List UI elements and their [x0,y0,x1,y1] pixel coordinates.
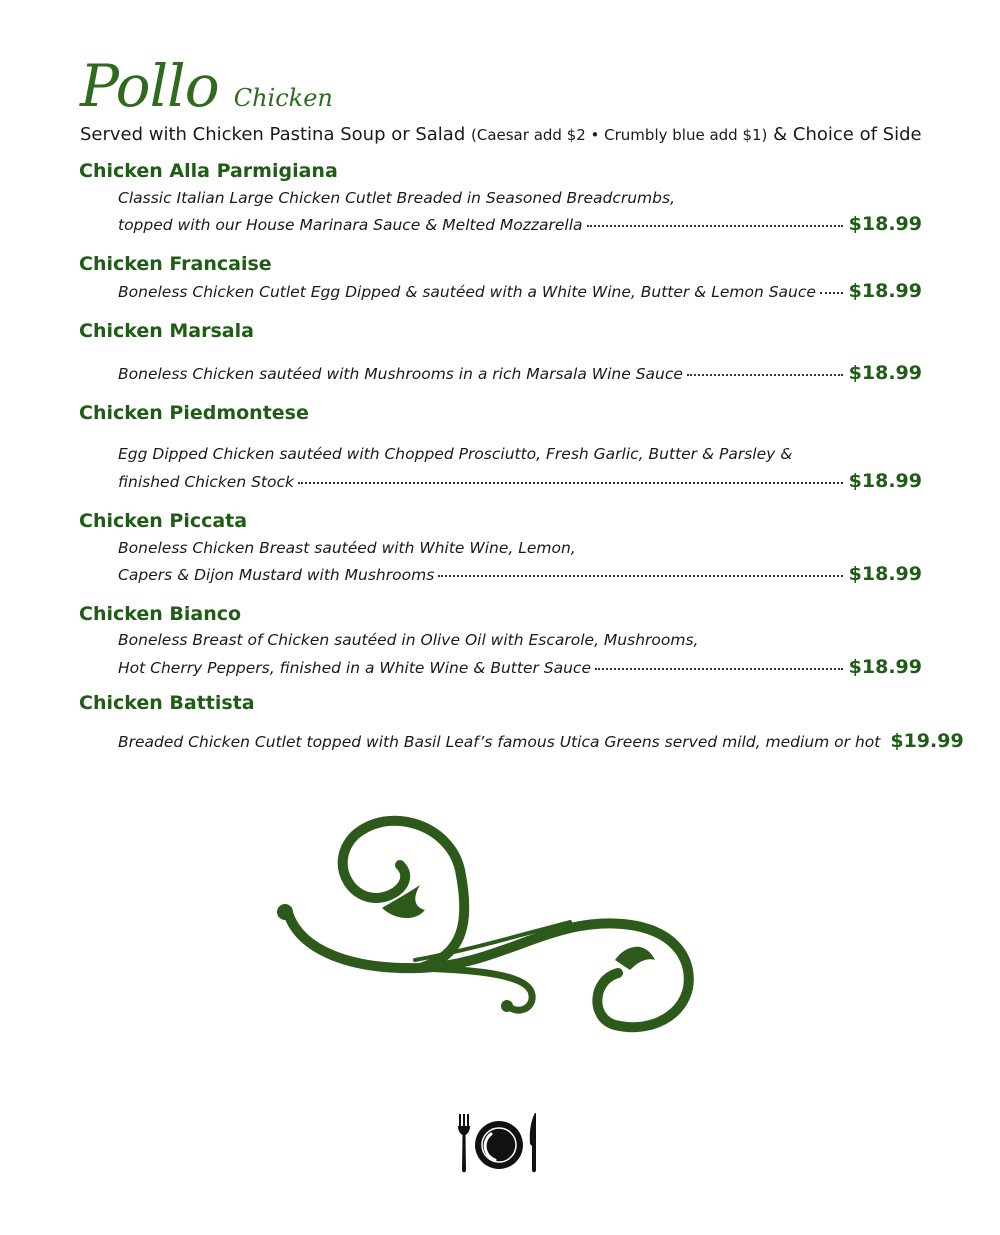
menu-item-price: $18.99 [848,470,922,492]
menu-item-price-line [118,563,922,585]
menu-item-desc: Breaded Chicken Cutlet topped with Basil Leaf’s famous Utica Greens served mild, medium or hot [118,733,881,751]
dot-leader [820,292,843,294]
menu-item-name: Chicken Bianco [79,603,242,625]
menu-item-price: $18.99 [848,656,922,678]
dot-leader [595,668,843,670]
menu-item-price: $18.99 [848,362,922,384]
menu-item-price: $18.99 [848,563,922,585]
menu-item-price-line [118,362,922,384]
menu-item-desc: finished Chicken Stock [118,473,294,491]
menu-item-desc: Hot Cherry Peppers, finished in a White Wine & Butter Sauce [118,659,591,677]
place-setting-icon [455,1110,543,1176]
menu-item-desc: Boneless Chicken sautéed with Mushrooms in a rich Marsala Wine Sauce [118,365,683,383]
menu-item-price-line [118,656,922,678]
menu-item-name: Chicken Alla Parmigiana [79,160,338,182]
swirl-ornament-icon [270,810,710,1050]
served-with-addons: (Caesar add $2 • Crumbly blue add $1) [471,126,768,144]
served-with-text: Served with Chicken Pastina Soup or Salad [80,124,466,145]
menu-item-price: $19.99 [890,730,964,752]
menu-item-name: Chicken Battista [79,692,255,714]
served-with-end: & Choice of Side [773,124,922,145]
menu-item-name: Chicken Piedmontese [79,402,309,424]
menu-item-name: Chicken Piccata [79,510,248,532]
title-sub: Chicken [233,84,333,112]
menu-item-desc: topped with our House Marinara Sauce & Melted Mozzarella [118,216,583,234]
menu-item-name: Chicken Francaise [79,253,272,275]
menu-item-desc: Boneless Chicken Breast sautéed with White Wine, Lemon, [118,539,576,557]
menu-item-desc: Capers & Dijon Mustard with Mushrooms [118,566,435,584]
menu-item-desc: Boneless Chicken Cutlet Egg Dipped & sautéed with a White Wine, Butter & Lemon Sauce [118,283,816,301]
dot-leader [438,575,842,577]
menu-item-price-line [118,280,922,302]
menu-item-name: Chicken Marsala [79,320,254,342]
dot-leader [298,482,843,484]
menu-item-price-line [118,730,964,752]
menu-item-price-line [118,470,922,492]
menu-item-price: $18.99 [848,213,922,235]
dot-leader [687,374,843,376]
menu-item-desc: Egg Dipped Chicken sautéed with Chopped Prosciutto, Fresh Garlic, Butter & Parsley & [118,445,793,463]
menu-item-price-line [118,213,922,235]
served-with-note [80,124,922,145]
page-title [80,52,333,120]
menu-item-desc: Boneless Breast of Chicken sautéed in Olive Oil with Escarole, Mushrooms, [118,631,699,649]
title-main: Pollo [80,52,219,120]
menu-item-price: $18.99 [848,280,922,302]
menu-item-desc: Classic Italian Large Chicken Cutlet Breaded in Seasoned Breadcrumbs, [118,189,675,207]
dot-leader [587,225,843,227]
